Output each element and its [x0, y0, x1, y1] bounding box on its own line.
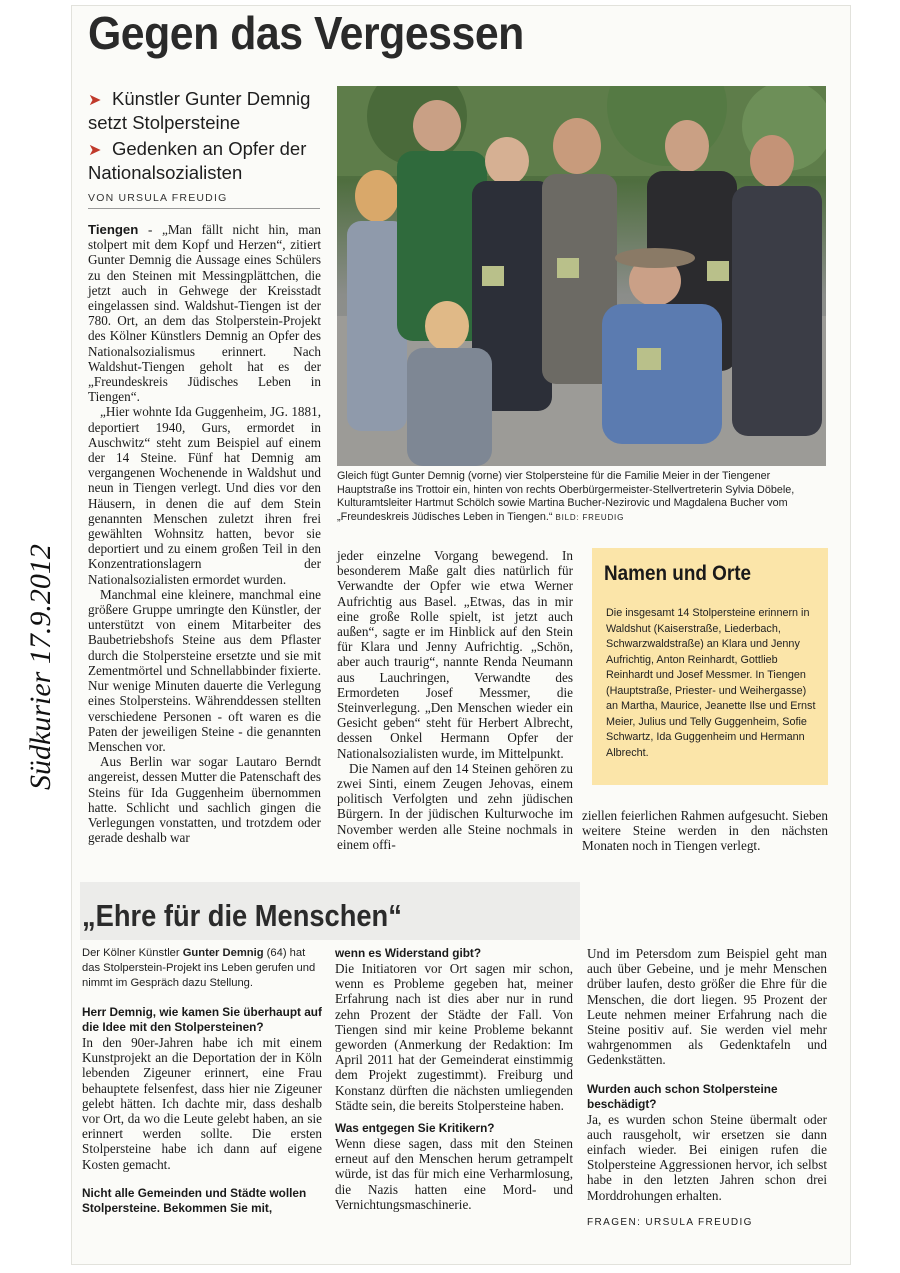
- paragraph: jeder einzelne Vorgang bewegend. In besonderem Maße galt dies natürlich für Verwandte der Opfer wie etwa Werner Aufrichtig aus Basel. „Etwas, das in mir eine große Rolle spielt, ist jetzt auch außen“, sagte er im Hinblick auf den Stein für Klara und Jenny Aufrichtig. „Schön, aber auch traurig“, nannte Renda Neumann aus Lauchringen, Verwandte des Ermordeten Josef Messmer, die Steinverlegung. „Den Menschen wieder ein Gesicht geben“ steht für Herbert Albrecht, dessen Onkel Hermann Opfer der Nationalsozialisten wurde, im Mittelpunkt.: [337, 548, 573, 761]
- interview-column-1: [82, 946, 322, 1216]
- byline: VON URSULA FREUDIG: [88, 192, 228, 204]
- interview-question: Was entgegen Sie Kritikern?: [335, 1121, 495, 1136]
- photo-illustration: [337, 86, 826, 466]
- interview-answer: Wenn diese sagen, dass mit den Steinen erneut auf den Menschen herum getrampelt würde, ist das für mich eine Verharmlosung, die Nazis hatten eine Mord- und Vernichtungsmaschinerie.: [335, 1136, 573, 1212]
- paragraph: Manchmal eine kleinere, manchmal eine größere Gruppe umringte den Künstler, der unterstützt von einem Mitarbeiter des Baubetriebshofs Steine aus dem Pflaster durch die Stolpersteine ersetzte und sie mit Zementmörtel und Schnellabbinder fixierte. Nur wenige Minuten dauerte die Verlegung eines Stolpersteins. Währenddessen stellten verschiedene Personen - oft waren es die Paten der jeweiligen Steine - die genannten Menschen vor.: [88, 586, 321, 754]
- article-photo: [337, 86, 826, 466]
- bullet-item: ➤ Gedenken an Opfer der Nationalsozialisten: [88, 138, 307, 183]
- photo-caption: Gleich fügt Gunter Demnig (vorne) vier Stolpersteine für die Familie Meier in der Tiengener Hauptstraße ins Trottoir ein, hinten von rechts Oberbürgermeister-Stellvertreterin Sylvia Döbele, Kulturamtsleiter Hartmut Schölch sowie Martina Bucher-Nezirovic und Magdalena Bucher vom „Freundeskreis Jüdisches Leben in Tiengen.“ BILD: FREUDIG: [337, 470, 795, 524]
- subheadline-bullets: [88, 88, 338, 184]
- interview-answer: Ja, es wurden schon Steine übermalt oder auch rausgeholt, wir ersetzen sie dann einfach wieder. Bei einigen rufen die Stolpersteine Aggressionen hervor, ich selbst habe in den letzten Jahren schon drei Morddrohungen erhalten.: [587, 1111, 827, 1203]
- info-box: [592, 548, 828, 785]
- svg-text:Südkurier 17.9.2012: Südkurier 17.9.2012: [24, 544, 57, 790]
- interview-answer: In den 90er-Jahren habe ich mit einem Kunstprojekt an die Deportation der in Köln lebenden Zigeuner erinnert, eine Frau behauptete felsenfest, dass hier nie Zigeuner gelebt hätten. Ich dachte mir, dass deshalb vor Ort, da wo die Leute gelebt haben, an sie erinnert werden sollte. Die ersten Stolpersteine habe ich dann auf eigene Kosten gemacht.: [82, 1035, 322, 1172]
- arrow-icon: ➤: [88, 142, 102, 159]
- article-column-2: [337, 548, 573, 852]
- interview-headline: „Ehre für die Menschen“: [82, 898, 402, 933]
- article-headline: Gegen das Vergessen: [88, 7, 524, 59]
- interview-answer-continued: Und im Petersdom zum Beispiel geht man auch über Gebeine, und je mehr Menschen drüber laufen, desto größer die Ehre für die Menschen, die dort liegen. 95 Prozent der Leute nehmen meiner Erfahrung nach die Steine positiv auf. Sie werden viel mehr wahrgenommen als Gedenktafeln und Gedenkstätten.: [587, 946, 827, 1068]
- info-box-title: Namen und Orte: [604, 562, 752, 585]
- paragraph: Die Namen auf den 14 Steinen gehören zu zwei Sinti, einem Zeugen Jehovas, einem politisch Verfolgten und zehn jüdischen Bürgern. In der jüdischen Kulturwoche im November werden alle Steine nochmals in einem offi-: [337, 760, 573, 852]
- interview-column-3: [587, 946, 827, 1228]
- interview-question-continued: wenn es Widerstand gibt?: [335, 946, 482, 960]
- paragraph: Aus Berlin war sogar Lautaro Berndt angereist, dessen Mutter die Patenschaft des Steins für Ida Guggenheim übernommen hatte. Schlicht und sachlich gingen die Verlegungen vonstatten, und trotzdem oder gerade deshalb war: [88, 754, 321, 846]
- dateline: Tiengen: [88, 222, 139, 237]
- photo-credit: BILD: FREUDIG: [555, 513, 625, 523]
- paragraph: „Hier wohnte Ida Guggenheim, JG. 1881, deportiert 1940, Gurs, ermordet in Auschwitz“ steht zum Beispiel auf einem der 14 Steine. Fünf hat Demnig am vergangenen Wochenende in Waldshut und neun in Tiengen verlegt. Und dies vor den Häusern, in denen die auf dem Stein genannten Menschen zuletzt ihren frei gewählten Wohnsitz hatten, bevor sie deportiert und zu einem großen Teil in den Konzentrationslagern der Nationalsozialisten ermordet wurden.: [88, 404, 321, 587]
- interview-credit: FRAGEN: URSULA FREUDIG: [587, 1216, 753, 1228]
- handwritten-date-note: [6, 500, 66, 800]
- interview-column-2: [335, 946, 573, 1212]
- interview-question: Wurden auch schon Stolpersteine beschädigt?: [587, 1081, 778, 1111]
- interview-intro: Der Kölner Künstler Gunter Demnig (64) hat das Stolperstein-Projekt ins Leben gerufen und nimmt im Gespräch dazu Stellung.: [82, 947, 316, 989]
- byline-rule: [88, 208, 320, 209]
- article-column-3-tail: ziellen feierlichen Rahmen aufgesucht. Sieben weitere Steine werden in den nächsten Monaten noch in Tiengen verlegt.: [582, 808, 828, 854]
- bullet-item: ➤ Künstler Gunter Demnig setzt Stolpersteine: [88, 88, 311, 133]
- interview-question: Nicht alle Gemeinden und Städte wollen Stolpersteine. Bekommen Sie mit,: [82, 1185, 307, 1215]
- arrow-icon: ➤: [88, 92, 102, 109]
- interview-answer: Die Initiatoren vor Ort sagen mir schon, wenn es Probleme gegeben hat, meiner Erfahrung nach ist dies aber nur in rund zehn Prozent der Städte der Fall. Von Tiengen sind mir keine Probleme bekannt geworden (Anmerkung der Redaktion: Im April 2011 hat der Gemeinderat einstimmig dem Projekt zugestimmt). Freiburg und Konstanz dürften die nächsten umliegenden Städte sein, die bereits Stolpersteine haben.: [335, 961, 573, 1113]
- interview-question: Herr Demnig, wie kamen Sie überhaupt auf die Idee mit den Stolpersteinen?: [82, 1005, 322, 1034]
- article-column-1: Tiengen - „Man fällt nicht hin, man stolpert mit dem Kopf und Herzen“, zitiert Gunter Demnig die Aussage eines Schülers zu den Steinen mit Messingplättchen, die jetzt auch in Gehwege der Kreisstadt eingelassen sind. Waldshut-Tiengen ist der 780. Ort, an dem das Stolperstein-Projekt des Kölner Künstlers Demnig an Opfer des Nationalsozialismus erinnert. Nach Waldshut-Tiengen geholt hat es der „Freundeskreis Jüdisches Leben in Tiengen“. „Hier wohnte Ida Guggenheim, JG. 1881, deportiert 1940, Gurs, ermordet in Auschwitz“ steht zum Beispiel auf einem der 14 Steine. Fünf hat Demnig am vergangenen Wochenende in Waldshut und neun in Tiengen verlegt. Und dies vor den Häusern, in denen die auf dem Stein genannten Menschen zuletzt ihren frei gewählten Wohnsitz hatten, bevor sie deportiert und zu einem großen Teil in den Konzentrationslagern der Nationalsozialisten ermordet wurden. Manchmal eine kleinere, manchmal eine größere Gruppe umringte den Künstler, der unterstützt von einem Mitarbeiter des Baubetriebshofs Steine aus dem Pflaster durch die Stolpersteine ersetzte und sie mit Zementmörtel und Schnellabbinder fixierte. Nur wenige Minuten dauerte die Verlegung eines Stolpersteins. Währenddessen stellten verschiedene Personen - oft waren es die Paten der jeweiligen Steine - die genannten Menschen vor. Aus Berlin war sogar Lautaro Berndt angereist, dessen Mutter die Patenschaft des Steins für Ida Guggenheim übernommen hatte. Schlicht und sachlich gingen die Verlegungen vonstatten, und trotzdem oder gerade deshalb war: [88, 222, 321, 846]
- info-box-text: Die insgesamt 14 Stolpersteine erinnern in Waldshut (Kaiserstraße, Liederbach, Schwarzwaldstraße) an Klara und Jenny Aufrichtig, Anton Reinhardt, Gottlieb Reinhardt und Josef Messmer. In Tiengen (Hauptstraße, Priester- und Weihergasse) an Martha, Maurice, Jeanette Ilse und Ernst Meier, Julius und Telly Guggenheim, Sofie Schwartz, Ida Guggenheim und Hermann Albrecht.: [606, 607, 816, 759]
